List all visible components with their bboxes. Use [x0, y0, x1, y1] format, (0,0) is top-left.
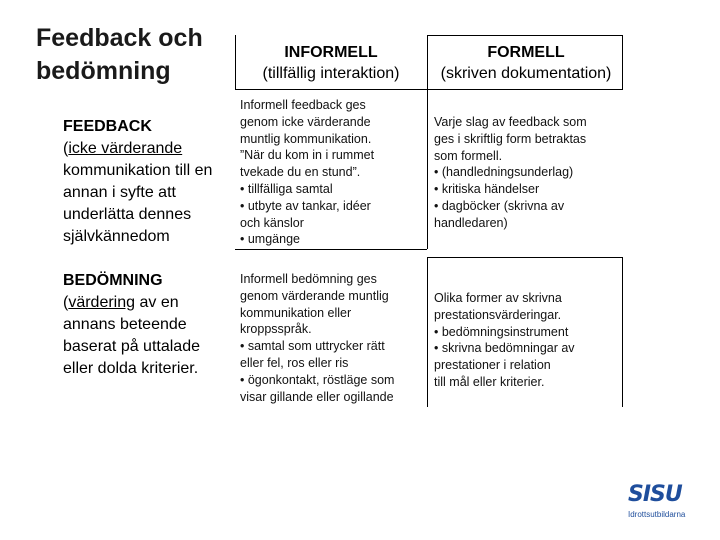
feedback-definition [63, 138, 223, 248]
bedomning-heading: BEDÖMNING [63, 272, 163, 289]
cell-line: visar gillande eller ogillande [240, 389, 394, 404]
cell-line: • kritiska händelser [434, 182, 540, 197]
feedback-underlined: icke värderande [68, 140, 183, 157]
row-label-bedomning [63, 270, 223, 380]
page-title [36, 22, 236, 88]
cell-line: • (handledningsunderlag) [434, 165, 574, 180]
column-header-formell [428, 42, 624, 84]
grid-divider [427, 35, 428, 89]
cell-line: genom värderande muntlig [240, 288, 389, 303]
grid-divider [427, 257, 623, 258]
cell-line: muntlig kommunikation. [240, 131, 372, 146]
cell-line: Informell feedback ges [240, 98, 366, 112]
formell-subheading: (skriven dokumentation) [440, 65, 612, 82]
cell-line: handledaren) [434, 215, 508, 230]
cell-line: prestationer i relation [434, 358, 551, 373]
cell-line: • skrivna bedömningar av [434, 341, 575, 356]
cell-line: genom icke värderande [240, 114, 371, 129]
cell-line: • bedömningsinstrument [434, 324, 569, 339]
grid-divider [427, 89, 428, 249]
feedback-heading: FEEDBACK [63, 118, 152, 135]
cell-line: • samtal som uttrycker rätt [240, 339, 385, 354]
sisu-logo [626, 482, 698, 522]
bedomning-underlined: värdering [68, 294, 136, 311]
cell-line: till mål eller kriterier. [434, 374, 545, 389]
cell-informell-bedomning [240, 271, 424, 405]
cell-line: • dagböcker (skrivna av [434, 198, 565, 213]
cell-line: eller fel, ros eller ris [240, 355, 349, 370]
grid-divider [622, 35, 623, 89]
cell-line: och känslor [240, 215, 304, 230]
grid-divider [427, 257, 428, 407]
grid-divider [427, 35, 623, 36]
cell-line: prestationsvärderingar. [434, 307, 562, 322]
formell-heading: FORMELL [487, 44, 565, 61]
informell-heading: INFORMELL [284, 44, 378, 61]
cell-formell-bedomning [434, 290, 620, 391]
cell-line: • ögonkontakt, röstläge som [240, 372, 395, 387]
column-header-informell [236, 42, 426, 84]
row-label-feedback [63, 116, 223, 248]
cell-line: ”När du kom in i rummet [240, 148, 375, 163]
logo-subtitle: Idrottsutbildarna [628, 510, 686, 519]
grid-divider [235, 249, 427, 250]
feedback-rest: kommunikation till en annan i syfte att underlätta dennes självkännedom [63, 162, 213, 245]
logo-word: SISU [628, 482, 682, 507]
cell-line: • tillfälliga samtal [240, 181, 333, 196]
cell-formell-feedback [434, 114, 620, 232]
cell-line: Varje slag av feedback som [434, 115, 587, 129]
cell-line: som formell. [434, 148, 503, 163]
cell-line: Olika former av skrivna [434, 291, 562, 305]
cell-line: tvekade du en stund”. [240, 165, 361, 180]
informell-subheading: (tillfällig interaktion) [262, 65, 400, 82]
cell-line: kroppsspråk. [240, 322, 312, 337]
cell-line: kommunikation eller [240, 305, 352, 320]
grid-divider [622, 257, 623, 407]
bedomning-rest: av en annans beteende baserat på uttalade eller dolda kriterier. [63, 294, 200, 377]
grid-divider [235, 89, 623, 90]
cell-line: • utbyte av tankar, idéer [240, 198, 371, 213]
cell-informell-feedback [240, 97, 420, 248]
bedomning-definition [63, 292, 223, 380]
cell-line: • umgänge [240, 232, 300, 247]
cell-line: ges i skriftlig form betraktas [434, 131, 587, 146]
grid-divider [235, 35, 236, 89]
bedomning-paren: ( [63, 294, 69, 311]
feedback-paren: ( [63, 140, 69, 157]
page-title-line2: bedömning [36, 57, 171, 85]
cell-line: Informell bedömning ges [240, 272, 377, 286]
page-title-line1: Feedback och [36, 24, 203, 52]
